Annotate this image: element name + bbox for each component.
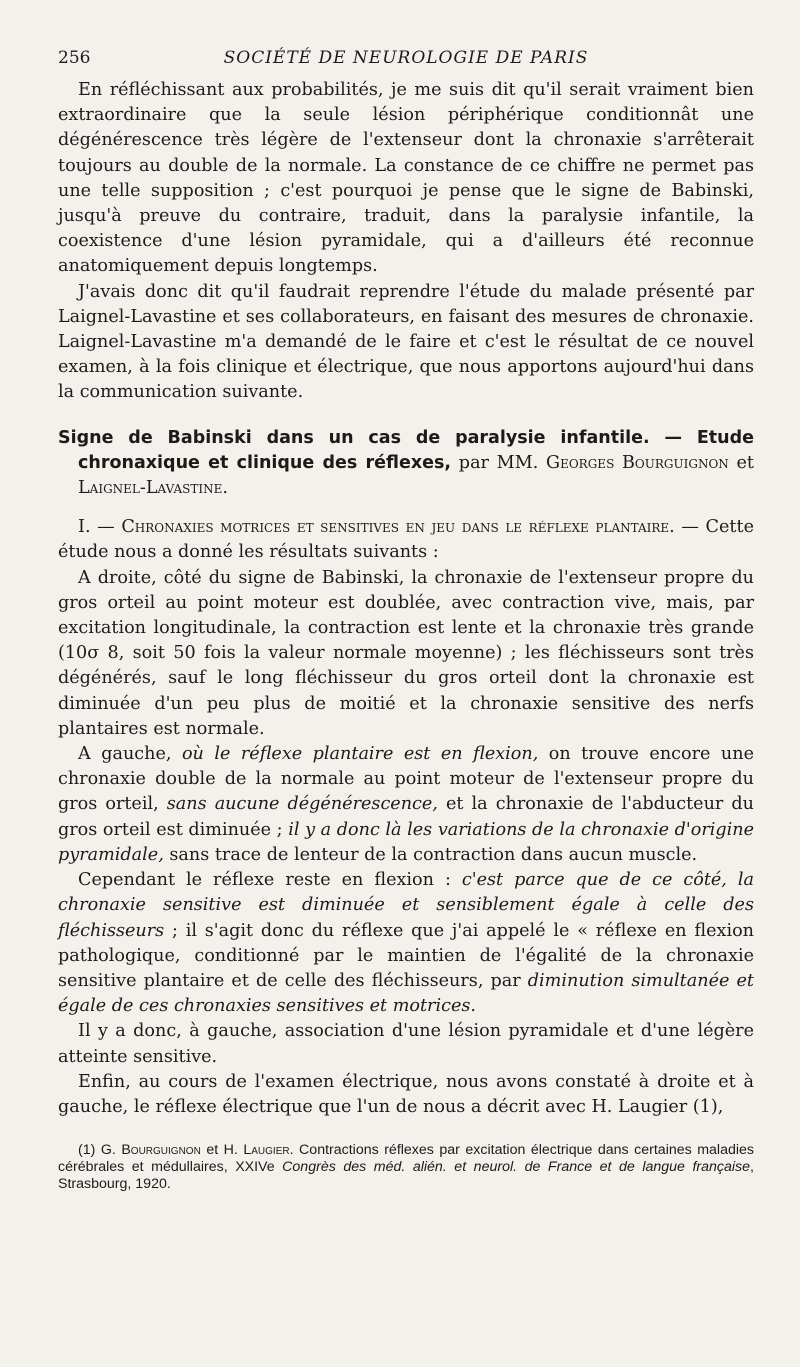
paragraph-2: J'avais donc dit qu'il faudrait reprendre l'étude du malade présenté par Laignel-Lavastine et ses collaborateurs, en faisant des mesures de chronaxie. Laignel-Lavastine m'a demandé de le faire et c'est le résultat de ce nouvel examen, à la fois clinique et électrique, que nous apportons aujourd'hui dans la communication suivante. <box>58 281 754 403</box>
paragraph-5 <box>58 868 754 1019</box>
p4-italic-d: sans aucune dégénérescence, <box>166 794 438 815</box>
article-title-by: par MM. <box>451 452 547 473</box>
paragraph-7: Enfin, au cours de l'examen électrique, nous avons constaté à droite et à gauche, le réflexe électrique que l'un de nous a décrit avec H. Laugier (1), <box>58 1071 754 1117</box>
p4-text-a: A gauche, <box>78 744 182 765</box>
p5-text-c: ; il s'agit donc du réflexe que j'ai appelé le « réflexe en flexion pathologique, conditionné par le maintien de l'égalité de la chronaxie sensitive plantaire et de celle des fléchisseurs, par <box>58 920 754 991</box>
footnote-author-1: G. Bourguignon <box>100 1142 201 1159</box>
section-heading <box>58 515 754 565</box>
article-title-et: et <box>728 452 755 473</box>
author-1: Georges Bourguignon <box>546 452 729 473</box>
footnote-et: et <box>200 1142 224 1159</box>
running-head: SOCIÉTÉ DE NEUROLOGIE DE PARIS <box>223 48 589 68</box>
footnote-mark: (1) <box>78 1142 101 1159</box>
section-intro: — Cette étude nous a donné les résultats suivants : <box>58 517 754 563</box>
author-2: Laignel-Lavastine <box>78 478 223 499</box>
article-title-end: . <box>222 478 228 499</box>
footnote-text: . Contractions réflexes par excitation électrique dans certaines maladies cérébrales et médullaires, XXIVe <box>58 1142 755 1176</box>
p4-text-g: sans trace de lenteur de la contraction dans aucun muscle. <box>163 844 698 865</box>
page-header <box>58 48 754 78</box>
p4-text-e: et la chronaxie de l'abducteur du gros orteil est diminuée ; <box>58 794 754 840</box>
p5-text-a: Cependant le réflexe reste en flexion : <box>78 870 462 891</box>
p4-italic-b: où le réflexe plantaire est en flexion, <box>181 744 539 765</box>
section-heading-text: Chronaxies motrices et sensitives en jeu dans le réflexe plantaire. <box>121 517 675 538</box>
p4-text-c: on trouve encore une chronaxie double de la normale au point moteur de l'extenseur propre du gros orteil, <box>58 744 754 815</box>
article-title-bold: Signe de Babinski dans un cas de paralysie infantile. — Etude chronaxique et clinique des réflexes, <box>58 427 754 473</box>
article-title <box>58 426 754 502</box>
footnote-end: , Strasbourg, 1920. <box>58 1159 754 1193</box>
footnote-author-2: H. Laugier <box>223 1142 290 1159</box>
paragraph-1: En réfléchissant aux probabilités, je me suis dit qu'il serait vraiment bien extraordinaire que la seule lésion périphérique conditionnât une dégénérescence très légère de l'extenseur dont la chronaxie s'arrêterait toujours au double de la normale. La constance de ce chiffre ne permet pas une telle supposition ; c'est pourquoi je pense que le signe de Babinski, jusqu'à preuve du contraire, traduit, dans la paralysie infantile, la coexistence d'une lésion pyramidale, qui a d'ailleurs été reconnue anatomiquement depuis longtemps. <box>58 80 754 277</box>
p4-italic-f: il y a donc là les variations de la chronaxie d'origine pyramidale, <box>58 819 754 865</box>
footnote-italic: Congrès des méd. alién. et neurol. de France et de langue française <box>282 1159 751 1176</box>
footnote <box>58 1142 754 1193</box>
paragraph-3: A droite, côté du signe de Babinski, la chronaxie de l'extenseur propre du gros orteil au point moteur est doublée, avec contraction vive, mais, par excitation longitudinale, la contraction est lente et la chronaxie très grande (10σ 8, soit 50 fois la valeur normale moyenne) ; les fléchisseurs sont très dégénérés, sauf le long fléchisseur du gros orteil dont la chronaxie est diminuée d'un peu plus de moitié et la chronaxie sensitive des nerfs plantaires est normale. <box>58 567 754 739</box>
page <box>58 48 754 1193</box>
section-number: I. — <box>78 517 122 538</box>
paragraph-6: Il y a donc, à gauche, association d'une lésion pyramidale et d'une légère atteinte sensitive. <box>58 1021 754 1067</box>
paragraph-4 <box>58 742 754 868</box>
page-number: 256 <box>58 48 91 68</box>
p5-italic-b: c'est parce que de ce côté, la chronaxie sensitive est diminuée et sensiblement égale à celle des fléchisseurs <box>58 870 754 941</box>
p5-italic-d: diminution simultanée et égale de ces chronaxies sensitives et motrices. <box>58 970 754 1017</box>
